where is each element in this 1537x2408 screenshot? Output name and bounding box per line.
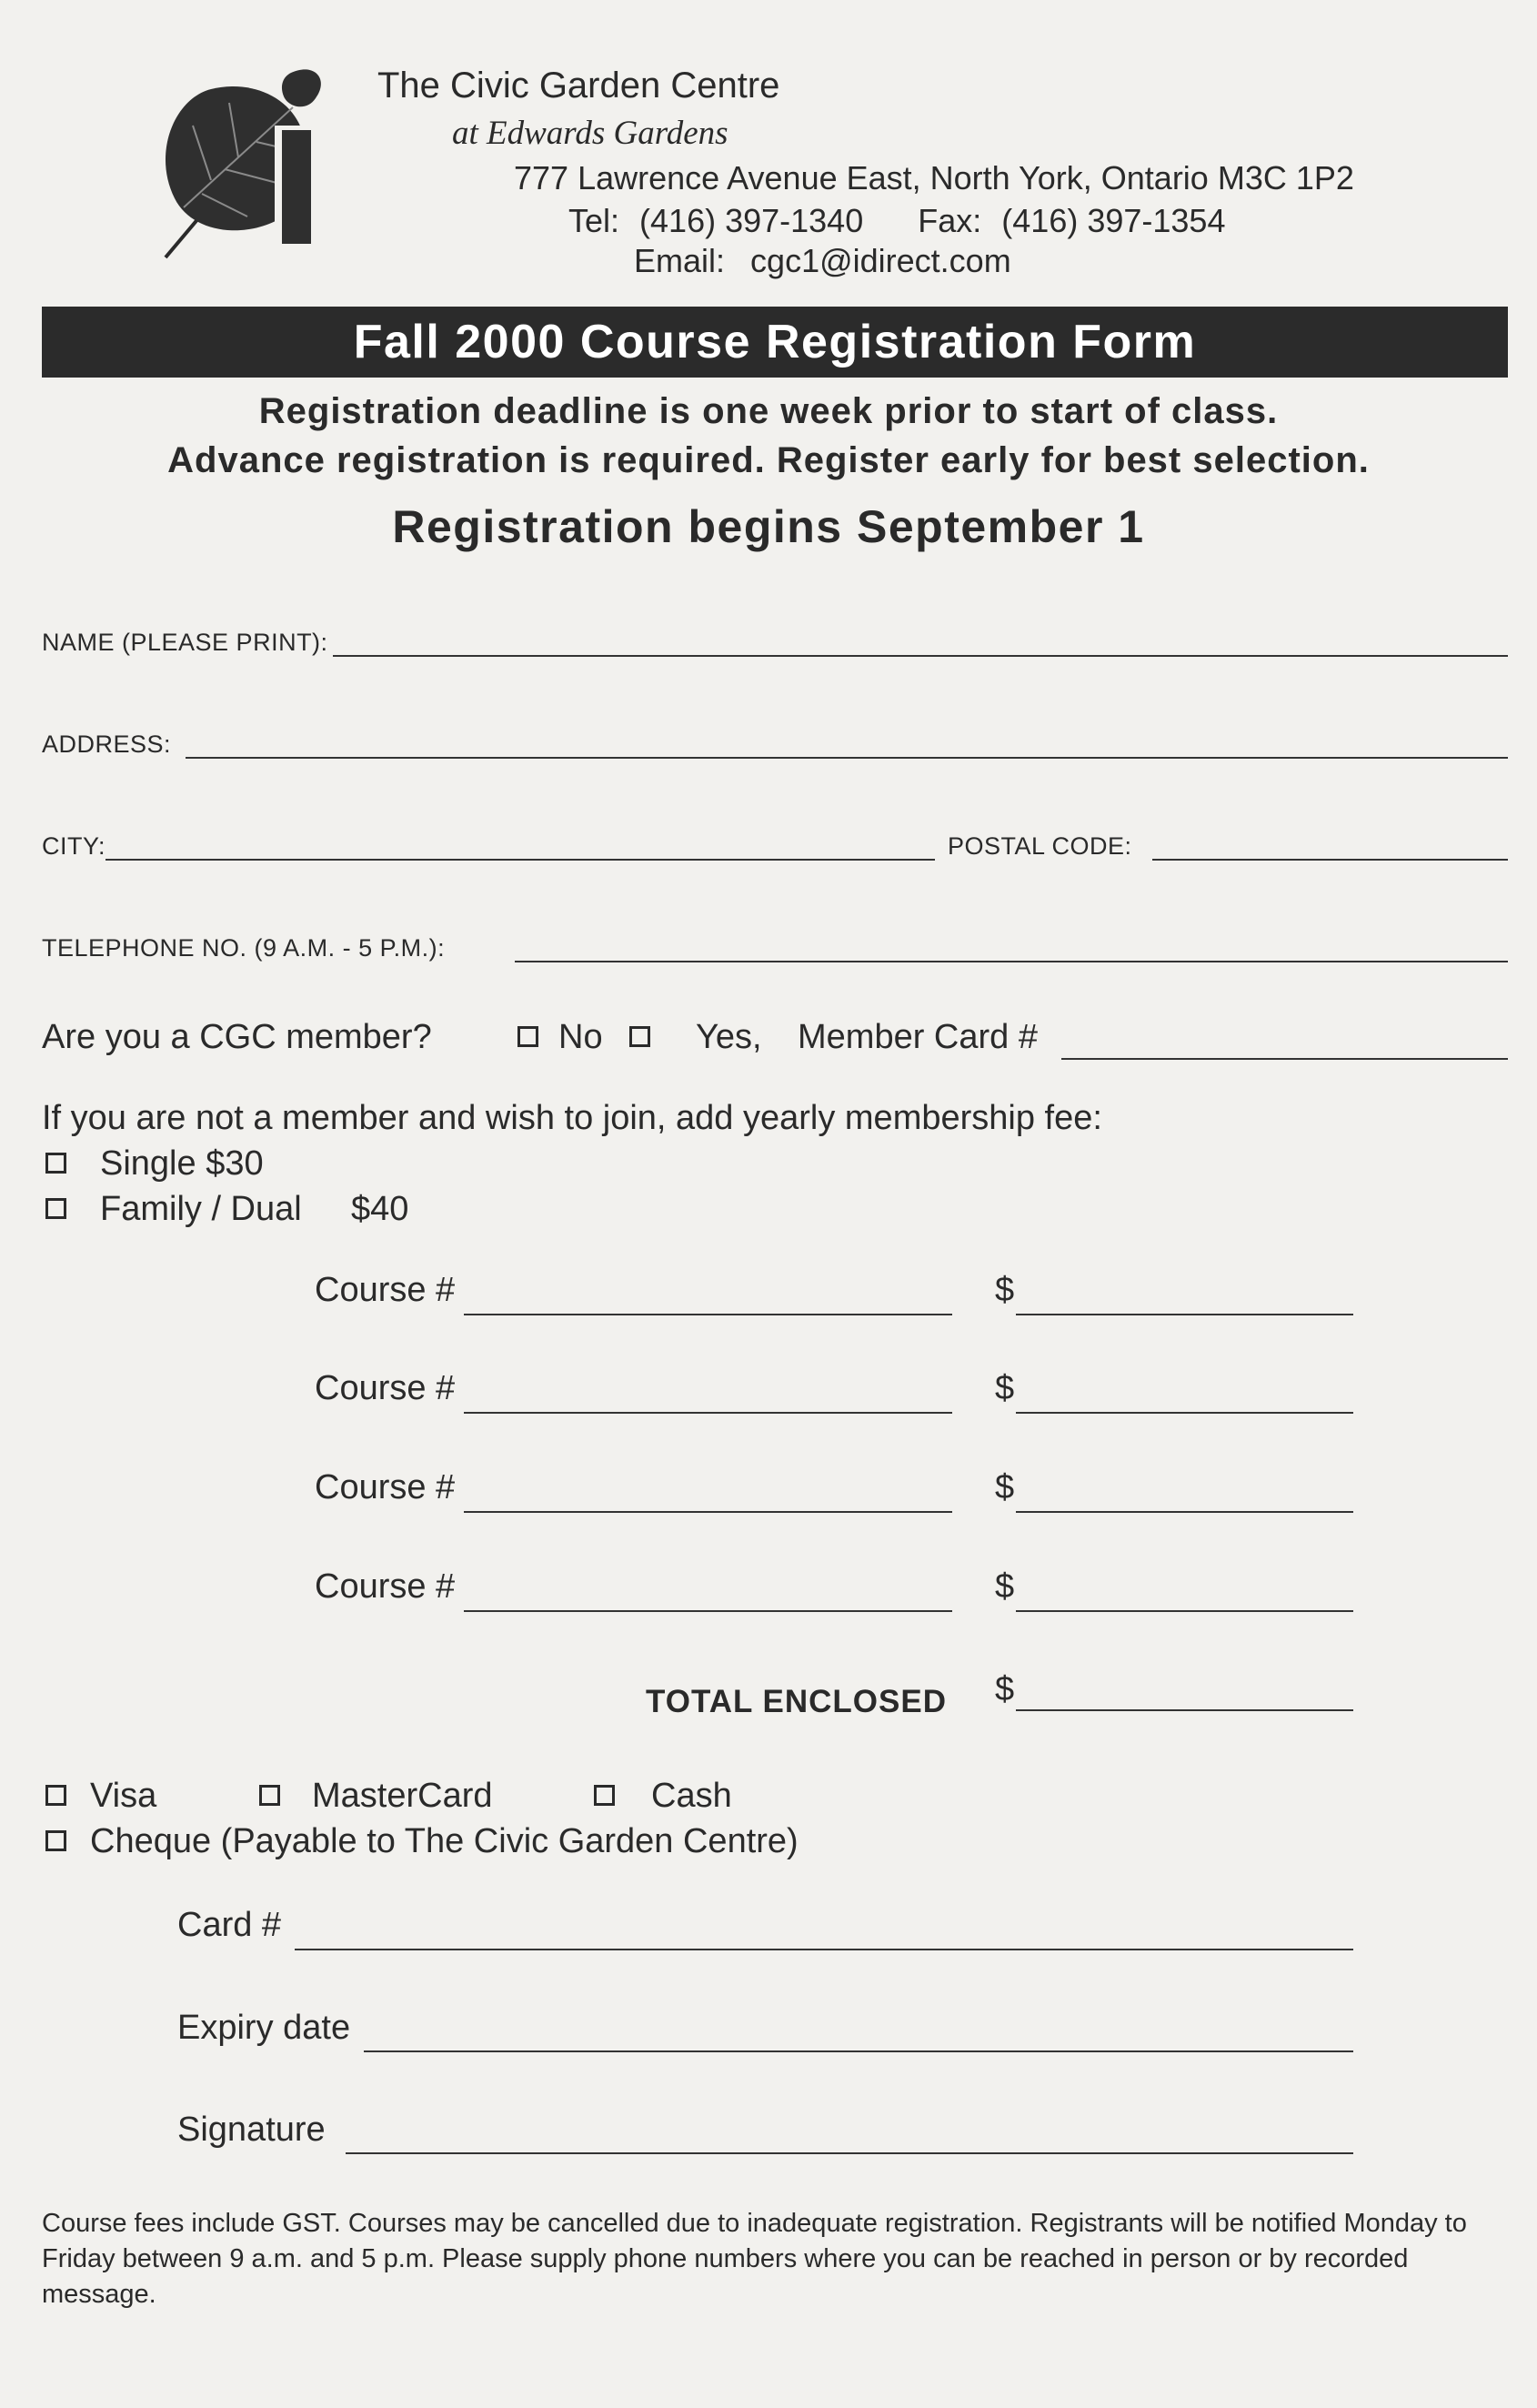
card-number-field[interactable] bbox=[295, 1949, 1353, 1950]
fax-label: Fax: bbox=[918, 202, 982, 239]
total-enclosed-label: TOTAL ENCLOSED bbox=[646, 1684, 947, 1719]
expiry-date-label: Expiry date bbox=[177, 2009, 351, 2047]
course-2-dollar: $ bbox=[995, 1369, 1015, 1407]
city-field[interactable] bbox=[105, 859, 935, 861]
single-membership-checkbox[interactable] bbox=[45, 1153, 66, 1174]
join-text: If you are not a member and wish to join, add yearly membership fee: bbox=[42, 1099, 1102, 1137]
city-label: CITY: bbox=[42, 832, 106, 860]
member-yes-label: Yes, bbox=[696, 1018, 762, 1056]
telephone-field[interactable] bbox=[515, 961, 1508, 962]
cash-checkbox[interactable] bbox=[594, 1785, 615, 1806]
member-no-label: No bbox=[558, 1018, 603, 1056]
form-title-banner: Fall 2000 Course Registration Form bbox=[42, 307, 1508, 378]
course-4-label: Course # bbox=[315, 1567, 456, 1606]
email-label: Email: bbox=[634, 242, 726, 279]
course-3-field[interactable] bbox=[464, 1511, 952, 1513]
tel-number: (416) 397-1340 bbox=[639, 202, 864, 239]
member-question: Are you a CGC member? bbox=[42, 1018, 432, 1056]
course-2-amount-field[interactable] bbox=[1016, 1412, 1353, 1414]
signature-field[interactable] bbox=[346, 2152, 1353, 2154]
total-amount-field[interactable] bbox=[1016, 1709, 1353, 1711]
footer-note: Course fees include GST. Courses may be cancelled due to inadequate registration. Registrants will be notified Monday to Friday between 9 a.m. and 5 p.m. Please supply phone numbers where you can be reached in person or by recorded message. bbox=[42, 2209, 1467, 2309]
fax-number: (416) 397-1354 bbox=[1001, 202, 1226, 239]
cheque-checkbox[interactable] bbox=[45, 1830, 66, 1851]
course-1-field[interactable] bbox=[464, 1314, 952, 1315]
advance-notice: Advance registration is required. Register early for best selection. bbox=[167, 440, 1370, 480]
org-address: 777 Lawrence Avenue East, North York, Ontario M3C 1P2 bbox=[514, 159, 1354, 196]
deadline-notice: Registration deadline is one week prior to start of class. bbox=[258, 391, 1279, 431]
tel-label: Tel: bbox=[568, 202, 620, 239]
course-2-label: Course # bbox=[315, 1369, 456, 1407]
course-3-dollar: $ bbox=[995, 1468, 1015, 1506]
org-subtitle: at Edwards Gardens bbox=[452, 115, 728, 152]
member-card-field[interactable] bbox=[1061, 1058, 1508, 1060]
cheque-label: Cheque (Payable to The Civic Garden Centre) bbox=[90, 1822, 799, 1860]
single-membership-label: Single $30 bbox=[100, 1144, 264, 1183]
name-label: NAME (PLEASE PRINT): bbox=[42, 629, 328, 656]
mastercard-label: MasterCard bbox=[312, 1777, 493, 1815]
total-dollar: $ bbox=[995, 1670, 1015, 1708]
family-membership-label: Family / Dual bbox=[100, 1190, 302, 1228]
course-4-dollar: $ bbox=[995, 1567, 1015, 1606]
course-3-label: Course # bbox=[315, 1468, 456, 1506]
start-date-notice: Registration begins September 1 bbox=[392, 501, 1145, 552]
family-membership-checkbox[interactable] bbox=[45, 1198, 66, 1219]
course-2-field[interactable] bbox=[464, 1412, 952, 1414]
course-1-label: Course # bbox=[315, 1271, 456, 1309]
member-yes-checkbox[interactable] bbox=[629, 1026, 650, 1047]
member-card-label: Member Card # bbox=[798, 1018, 1038, 1056]
name-field[interactable] bbox=[333, 655, 1508, 657]
cash-label: Cash bbox=[651, 1777, 732, 1815]
signature-label: Signature bbox=[177, 2111, 326, 2149]
expiry-date-field[interactable] bbox=[364, 2050, 1353, 2052]
visa-label: Visa bbox=[90, 1777, 157, 1815]
postal-code-label: POSTAL CODE: bbox=[948, 832, 1132, 860]
course-4-amount-field[interactable] bbox=[1016, 1610, 1353, 1612]
member-no-checkbox[interactable] bbox=[517, 1026, 538, 1047]
course-1-amount-field[interactable] bbox=[1016, 1314, 1353, 1315]
course-4-field[interactable] bbox=[464, 1610, 952, 1612]
course-1-dollar: $ bbox=[995, 1271, 1015, 1309]
email-line bbox=[634, 242, 1011, 280]
email-address: cgc1@idirect.com bbox=[750, 242, 1011, 279]
address-label: ADDRESS: bbox=[42, 730, 172, 758]
leaf-info-logo bbox=[156, 62, 338, 264]
mastercard-checkbox[interactable] bbox=[259, 1785, 280, 1806]
org-name: The Civic Garden Centre bbox=[377, 65, 780, 106]
card-number-label: Card # bbox=[177, 1906, 282, 1944]
visa-checkbox[interactable] bbox=[45, 1785, 66, 1806]
course-3-amount-field[interactable] bbox=[1016, 1511, 1353, 1513]
postal-code-field[interactable] bbox=[1152, 859, 1508, 861]
address-field[interactable] bbox=[186, 757, 1508, 759]
telephone-label: TELEPHONE NO. (9 A.M. - 5 P.M.): bbox=[42, 934, 446, 962]
phone-line bbox=[568, 202, 1225, 240]
family-membership-price: $40 bbox=[351, 1190, 409, 1228]
